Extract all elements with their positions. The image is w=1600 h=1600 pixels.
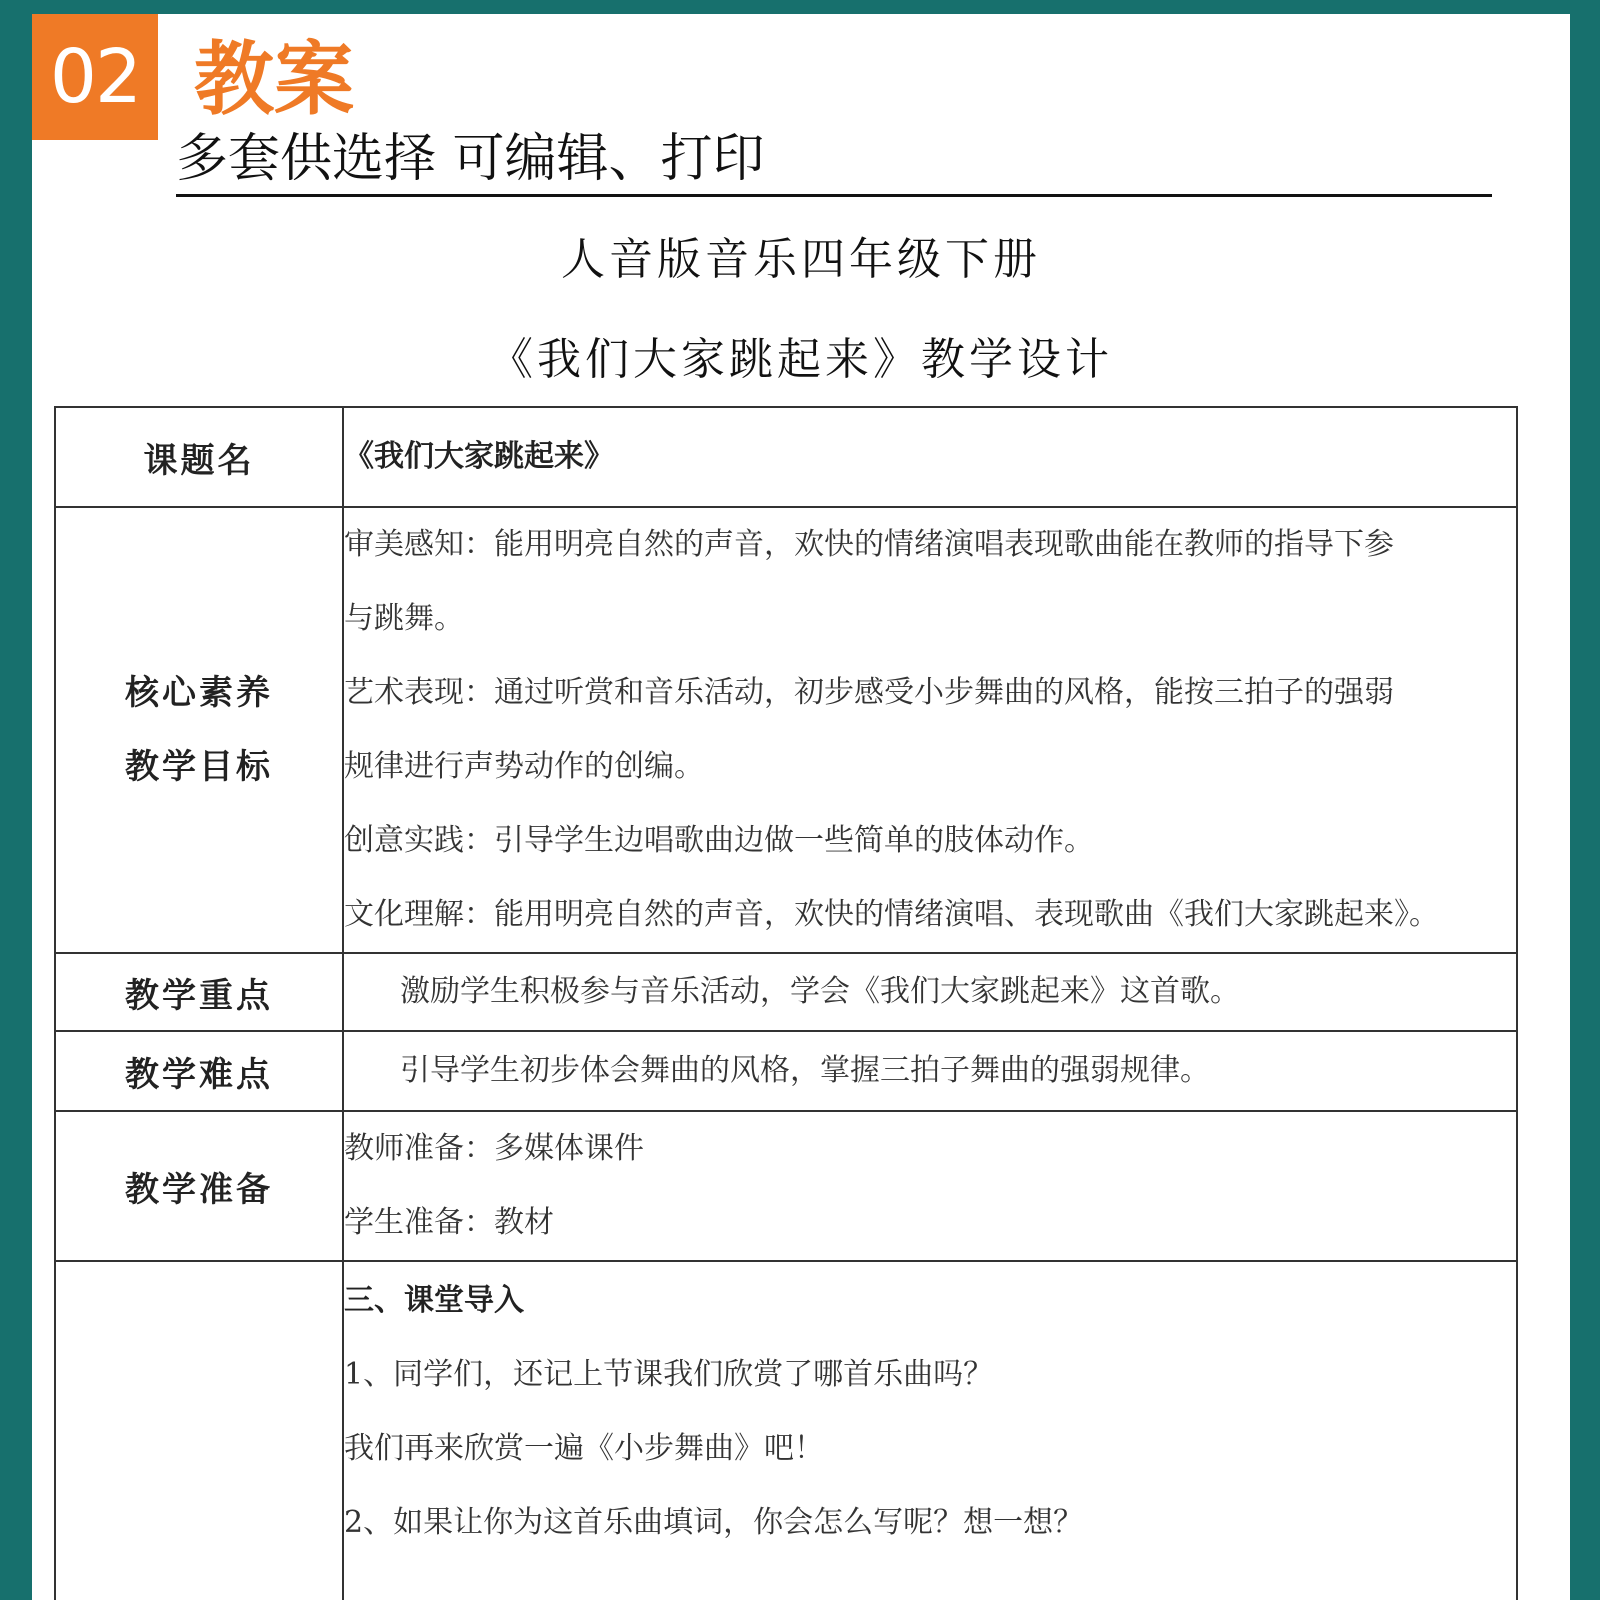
process-line: 我们再来欣赏一遍《小步舞曲》吧！ [344,1431,824,1466]
objective-line: 创意实践：引导学生边唱歌曲边做一些简单的肢体动作。 [344,823,1094,858]
objectives-cell [343,507,1517,953]
lesson-plan-table [54,406,1518,1600]
objectives-label [55,507,343,953]
document-title-line1: 人音版音乐四年级下册 [561,234,1041,285]
table-row-process [55,1261,1517,1600]
topic-value: 《我们大家跳起来》 [344,439,614,474]
objectives-label-line2: 教学目标 [125,747,273,787]
preparation-label: 教学准备 [55,1111,343,1261]
preparation-cell [343,1111,1517,1261]
section-title: 教案 [194,33,354,126]
key-points-cell [343,953,1517,1031]
objective-line: 与跳舞。 [344,601,464,636]
process-label [55,1261,343,1600]
process-line: 1、同学们，还记上节课我们欣赏了哪首乐曲吗？ [344,1357,994,1392]
preparation-line: 教师准备：多媒体课件 [344,1131,644,1166]
table-row-topic [55,407,1517,507]
preparation-line: 学生准备：教材 [344,1205,554,1240]
section-number-badge: 02 [32,14,158,140]
objective-line: 艺术表现：通过听赏和音乐活动，初步感受小步舞曲的风格，能按三拍子的强弱 [344,675,1394,710]
process-line: 2、如果让你为这首乐曲填词，你会怎么写呢？想一想？ [344,1505,1084,1540]
table-row-key-points [55,953,1517,1031]
objective-line: 文化理解：能用明亮自然的声音，欢快的情绪演唱、表现歌曲《我们大家跳起来》。 [344,897,1439,932]
topic-cell [343,407,1517,507]
document-sheet [32,14,1570,1600]
table-row-difficulties [55,1031,1517,1111]
process-cell [343,1261,1517,1600]
objective-line: 审美感知：能用明亮自然的声音，欢快的情绪演唱表现歌曲能在教师的指导下参 [344,527,1394,562]
objectives-label-line1: 核心素养 [125,673,273,713]
header-divider [176,194,1492,197]
process-heading: 三、课堂导入 [344,1283,524,1318]
table-row-preparation [55,1111,1517,1261]
section-subtitle: 多套供选择 可编辑、打印 [176,129,765,189]
difficulties-value: 引导学生初步体会舞曲的风格，掌握三拍子舞曲的强弱规律。 [400,1053,1210,1088]
difficulties-cell [343,1031,1517,1111]
objective-line: 规律进行声势动作的创编。 [344,749,704,784]
topic-label: 课题名 [55,407,343,507]
table-row-objectives [55,507,1517,953]
key-points-value: 激励学生积极参与音乐活动，学会《我们大家跳起来》这首歌。 [400,974,1240,1009]
key-points-label: 教学重点 [55,953,343,1031]
difficulties-label: 教学难点 [55,1031,343,1111]
document-title-line2: 《我们大家跳起来》教学设计 [489,334,1113,385]
